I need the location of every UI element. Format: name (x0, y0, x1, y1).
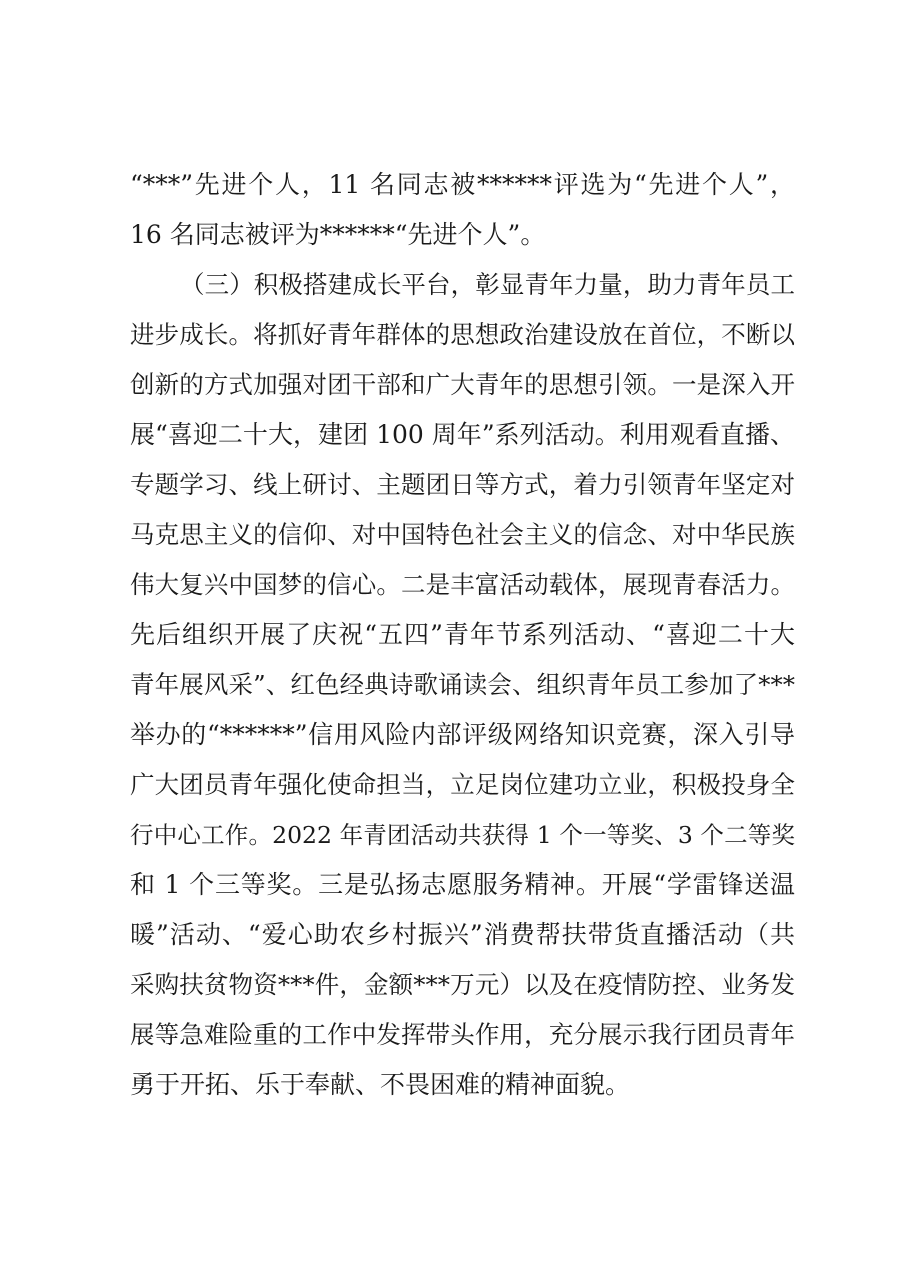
text-line: 采购扶贫物资***件，金额***万元）以及在疫情防控、业务发 (130, 970, 795, 999)
text-line: 和 1 个三等奖。三是弘扬志愿服务精神。开展“学雷锋送温 (130, 870, 795, 899)
text-line: （三）积极搭建成长平台，彰显青年力量，助力青年员工 (180, 270, 795, 299)
text-line: 行中心工作。2022 年青团活动共获得 1 个一等奖、3 个二等奖 (130, 821, 795, 849)
text-line: 16 名同志被评为******“先进个人”。 (130, 220, 546, 249)
text-line: 青年展风采”、红色经典诗歌诵读会、组织青年员工参加了*** (130, 670, 795, 699)
text-line: 展等急难险重的工作中发挥带头作用，充分展示我行团员青年 (130, 1020, 795, 1049)
text-line: 专题学习、线上研讨、主题团日等方式，着力引领青年坚定对 (130, 470, 795, 499)
text-line: 进步成长。将抓好青年群体的思想政治建设放在首位，不断以 (130, 320, 795, 349)
text-line: “***”先进个人，11 名同志被******评选为“先进个人”， (130, 170, 795, 199)
text-line: 广大团员青年强化使命担当，立足岗位建功立业，积极投身全 (130, 770, 795, 799)
text-line: 暖”活动、“爱心助农乡村振兴”消费帮扶带货直播活动（共 (130, 920, 795, 949)
text-line: 勇于开拓、乐于奉献、不畏困难的精神面貌。 (130, 1070, 631, 1099)
text-line: 伟大复兴中国梦的信心。二是丰富活动载体，展现青春活力。 (130, 570, 795, 599)
text-line: 举办的“******”信用风险内部评级网络知识竞赛，深入引导 (130, 720, 795, 749)
text-line: 先后组织开展了庆祝“五四”青年节系列活动、“喜迎二十大 (130, 620, 795, 649)
text-line: 展“喜迎二十大，建团 100 周年”系列活动。利用观看直播、 (130, 420, 795, 449)
text-line: 创新的方式加强对团干部和广大青年的思想引领。一是深入开 (130, 370, 795, 399)
text-line: 马克思主义的信仰、对中国特色社会主义的信念、对中华民族 (130, 520, 795, 549)
